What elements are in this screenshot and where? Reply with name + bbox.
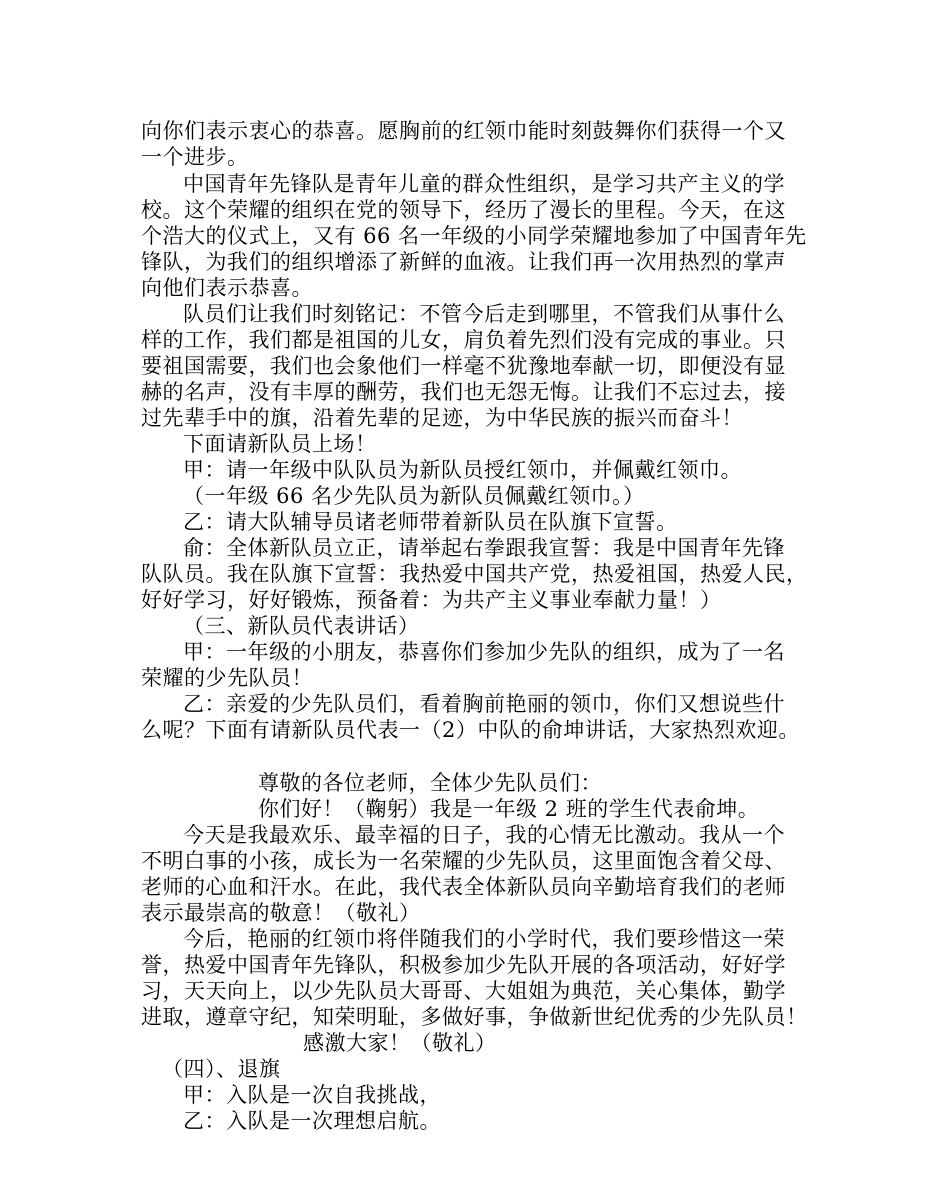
text-line: 好好学习，好好锻炼，预备着：为共产主义事业奉献力量！）	[141, 588, 722, 612]
text-line: 甲：一年级的小朋友，恭喜你们参加少先队的组织，成为了一名	[183, 640, 785, 664]
text-line: 今后，艳丽的红领巾将伴随我们的小学时代，我们要珍惜这一荣	[183, 927, 785, 951]
speech-salutation: 尊敬的各位老师，全体少先队员们：	[258, 771, 602, 795]
section-heading: （四）、退旗	[162, 1057, 281, 1081]
text-line: 样的工作，我们都是祖国的儿女，肩负着先烈们没有完成的事业。只	[141, 328, 786, 352]
text-line: 老师的心血和汗水。在此，我代表全体新队员向辛勤培育我们的老师	[141, 875, 786, 899]
text-line: （一年级 66 名少先队员为新队员佩戴红领巾。）	[183, 484, 645, 508]
text-line: 赫的名声，没有丰厚的酬劳，我们也无怨无悔。让我们不忘过去，接	[141, 380, 786, 404]
section-heading: （三、新队员代表讲话）	[183, 614, 420, 638]
text-line: 乙：入队是一次理想启航。	[183, 1109, 441, 1133]
text-line: 不明白事的小孩，成长为一名荣耀的少先队员，这里面饱含着父母、	[141, 849, 786, 873]
text-line: 要祖国需要，我们也会象他们一样毫不犹豫地奉献一切，即便没有显	[141, 354, 786, 378]
text-line: 下面请新队员上场！	[183, 432, 377, 456]
text-line: 过先辈手中的旗，沿着先辈的足迹，为中华民族的振兴而奋斗！	[141, 406, 743, 430]
text-line: 队员们让我们时刻铭记：不管今后走到哪里，不管我们从事什么	[183, 302, 785, 326]
text-line: 习，天天向上，以少先队员大哥哥、大姐姐为典范，关心集体，勤学	[141, 979, 786, 1003]
text-line: 队队员。我在队旗下宣誓：我热爱中国共产党，热爱祖国，热爱人民，	[141, 562, 808, 586]
text-line: 锋队，为我们的组织增添了新鲜的血液。让我们再一次用热烈的掌声	[141, 250, 786, 274]
text-line: 俞：全体新队员立正，请举起右拳跟我宣誓：我是中国青年先锋	[183, 536, 785, 560]
text-line: 中国青年先锋队是青年儿童的群众性组织，是学习共产主义的学	[183, 172, 785, 196]
text-line: 甲：入队是一次自我挑战，	[183, 1083, 441, 1107]
text-line: 么呢？下面有请新队员代表一（2）中队的俞坤讲话，大家热烈欢迎。	[141, 718, 800, 742]
text-line: 感激大家！（敬礼）	[303, 1031, 497, 1055]
text-line: 甲：请一年级中队队员为新队员授红领巾，并佩戴红领巾。	[183, 458, 742, 482]
text-line: 今天是我最欢乐、最幸福的日子，我的心情无比激动。我从一个	[183, 823, 785, 847]
text-line: 向你们表示衷心的恭喜。愿胸前的红领巾能时刻鼓舞你们获得一个又	[141, 119, 786, 143]
text-line: 个浩大的仪式上，又有 66 名一年级的小同学荣耀地参加了中国青年先	[141, 224, 807, 248]
text-line: 表示最崇高的敬意！（敬礼）	[141, 901, 421, 925]
text-line: 荣耀的少先队员！	[141, 666, 313, 690]
text-line: 一个进步。	[141, 145, 249, 169]
text-line: 校。这个荣耀的组织在党的领导下，经历了漫长的里程。今天，在这	[141, 198, 786, 222]
text-line: 进取，遵章守纪，知荣明耻，多做好事，争做新世纪优秀的少先队员！	[141, 1005, 808, 1029]
text-line: 乙：亲爱的少先队员们，看着胸前艳丽的领巾，你们又想说些什	[183, 692, 785, 716]
text-line: 向他们表示恭喜。	[141, 276, 313, 300]
text-line: 乙：请大队辅导员诸老师带着新队员在队旗下宣誓。	[183, 510, 678, 534]
text-line: 你们好！（鞠躬）我是一年级 2 班的学生代表俞坤。	[258, 797, 760, 821]
text-line: 誉，热爱中国青年先锋队，积极参加少先队开展的各项活动，好好学	[141, 953, 786, 977]
